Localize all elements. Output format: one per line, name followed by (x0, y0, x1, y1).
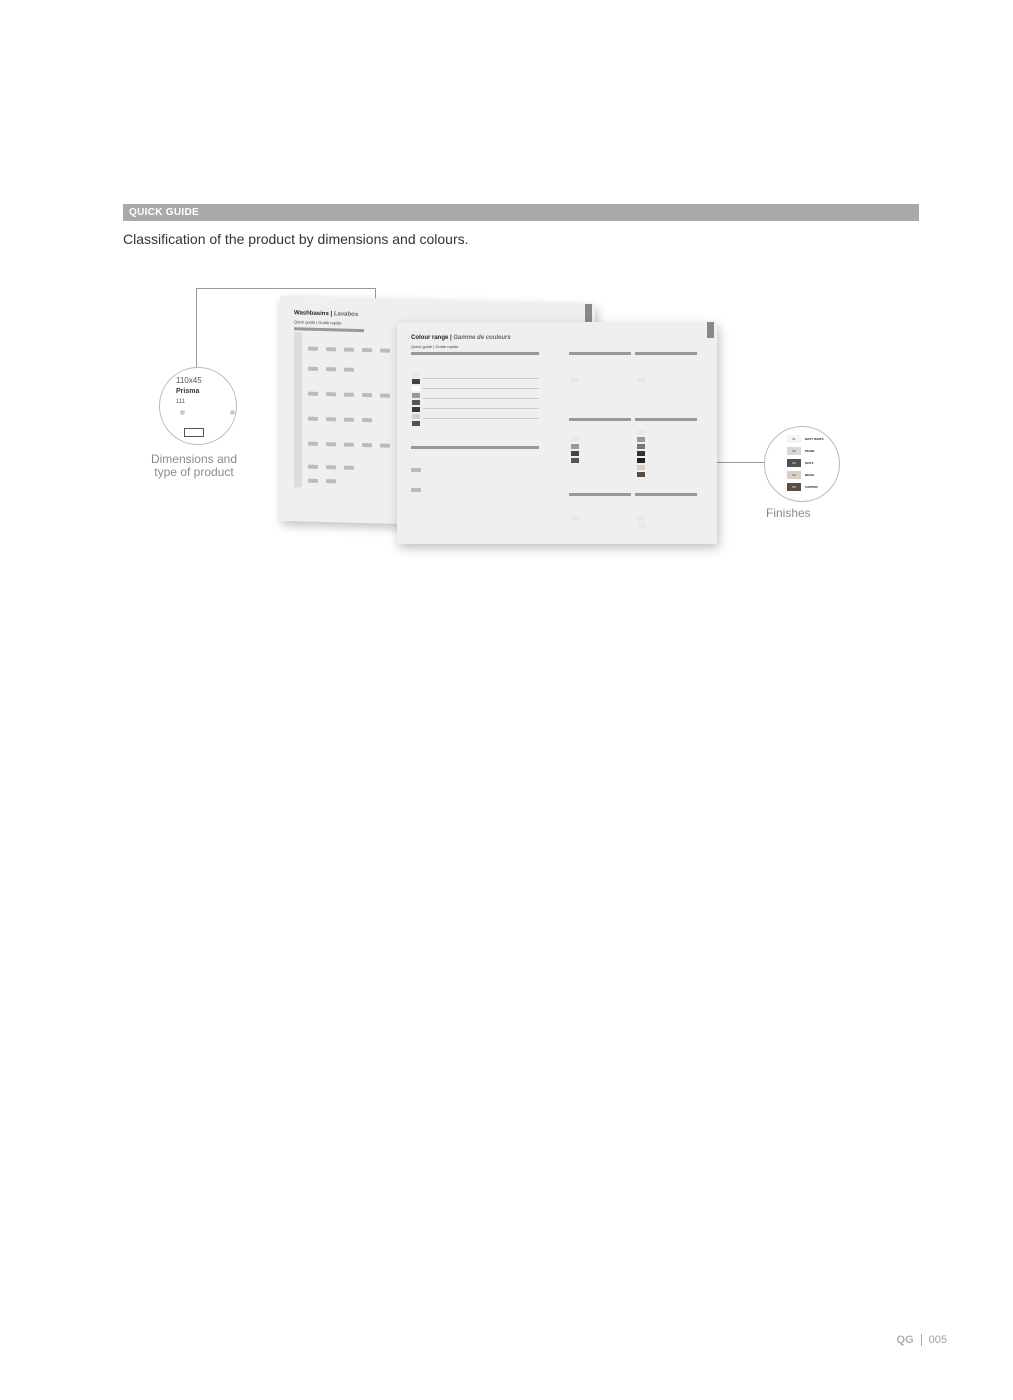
product-thumbnail (326, 479, 336, 483)
table-row (423, 378, 539, 379)
colour-swatch (412, 421, 420, 426)
bullet-icon (180, 410, 185, 415)
product-thumbnail (411, 488, 421, 492)
colour-swatch (412, 379, 420, 384)
page-footer (897, 1334, 947, 1346)
product-thumbnail (308, 417, 318, 421)
finish-code: 05 (787, 483, 801, 491)
table-header-bar (569, 493, 631, 496)
finish-name: BEIGE (805, 473, 815, 477)
product-thumbnail (344, 443, 354, 447)
colour-swatch (637, 516, 645, 521)
colour-swatch (571, 444, 579, 449)
finish-name: COPPER (805, 485, 818, 489)
colour-swatch (637, 430, 645, 435)
product-thumbnail (362, 393, 372, 397)
table-header-bar (411, 446, 539, 449)
product-thumbnail (362, 418, 372, 422)
washbasin-sketch-icon (184, 428, 204, 437)
table-header-bar (569, 352, 631, 355)
dimensions-magnifier (159, 367, 237, 445)
colour-swatch (571, 516, 579, 521)
connector-line (196, 288, 197, 370)
finish-row (787, 447, 815, 455)
product-name: Prisma (176, 388, 200, 395)
category-strip (294, 332, 302, 487)
finish-row (787, 483, 818, 491)
banner-label: QUICK GUIDE (129, 207, 199, 218)
finish-code: 01 (787, 435, 801, 443)
colour-swatch (637, 523, 645, 528)
finish-row (787, 459, 814, 467)
finish-code: 04 (787, 471, 801, 479)
page-number: 005 (928, 1334, 947, 1346)
table-row (423, 388, 539, 389)
product-thumbnail (326, 347, 336, 351)
colour-swatch (637, 444, 645, 449)
finish-name: PEARL (805, 449, 816, 453)
page-tab (707, 322, 714, 338)
divider (921, 1334, 922, 1346)
product-thumbnail (380, 348, 390, 352)
colour-swatch (637, 472, 645, 477)
product-thumbnail (362, 443, 372, 447)
finish-row (787, 435, 824, 443)
page-tab (585, 304, 592, 322)
product-thumbnail (380, 443, 390, 447)
product-thumbnail (308, 442, 318, 446)
colour-swatch (412, 407, 420, 412)
finish-row (787, 471, 814, 479)
product-thumbnail (411, 468, 421, 472)
product-thumbnail (308, 479, 318, 483)
bullet-icon (230, 410, 235, 415)
product-thumbnail (308, 465, 318, 469)
finish-code: 03 (787, 459, 801, 467)
colour-swatch (637, 465, 645, 470)
dimensions-label: Dimensions and type of product (150, 452, 238, 479)
connector-line (196, 288, 376, 289)
table-header-bar (569, 418, 631, 421)
colour-swatch (637, 451, 645, 456)
finishes-label: Finishes (766, 506, 811, 520)
product-thumbnail (326, 442, 336, 446)
finishes-magnifier (764, 426, 840, 502)
colour-swatch (571, 378, 579, 383)
colour-range-subtitle: Quick guide | Guide rapide (411, 344, 459, 349)
colour-swatch (412, 414, 420, 419)
product-thumbnail (326, 392, 336, 396)
finish-name: MATT WHITE (805, 437, 824, 441)
washbasins-title: Washbasins | Lavabos (294, 310, 359, 318)
washbasins-subtitle: Quick guide | Guide rapide (294, 319, 342, 326)
colour-swatch (637, 378, 645, 383)
product-thumbnail (362, 348, 372, 352)
section-code: QG (896, 1334, 914, 1346)
product-thumbnail (326, 367, 336, 371)
table-row (423, 398, 539, 399)
colour-swatch (412, 393, 420, 398)
table-header-bar (411, 352, 539, 355)
colour-swatch (571, 458, 579, 463)
product-thumbnail (344, 368, 354, 372)
finish-code: 02 (787, 447, 801, 455)
colour-swatch (412, 386, 420, 391)
colour-swatch (412, 400, 420, 405)
colour-swatch (637, 437, 645, 442)
product-thumbnail (344, 348, 354, 352)
colour-swatch (412, 372, 420, 377)
colour-swatch (637, 458, 645, 463)
product-thumbnail (308, 367, 318, 371)
product-thumbnail (344, 393, 354, 397)
product-thumbnail (326, 417, 336, 421)
colour-swatch (571, 437, 579, 442)
table-row (423, 408, 539, 409)
section-banner (123, 204, 919, 221)
table-header-bar (294, 327, 364, 332)
product-thumbnail (326, 465, 336, 469)
table-header-bar (635, 418, 697, 421)
finish-name: ONYX (805, 461, 814, 465)
product-dimension: 110x45 (176, 376, 202, 385)
product-thumbnail (344, 418, 354, 422)
product-thumbnail (308, 392, 318, 396)
product-thumbnail (380, 393, 390, 397)
colour-range-page (397, 322, 717, 544)
table-header-bar (635, 493, 697, 496)
product-thumbnail (344, 466, 354, 470)
product-code: 111 (176, 399, 186, 405)
colour-range-title: Colour range | Gamme de couleurs (411, 335, 511, 341)
colour-swatch (571, 451, 579, 456)
table-header-bar (635, 352, 697, 355)
page-subtitle: Classification of the product by dimensions and colours. (123, 231, 469, 247)
product-thumbnail (308, 347, 318, 351)
table-row (423, 418, 539, 419)
